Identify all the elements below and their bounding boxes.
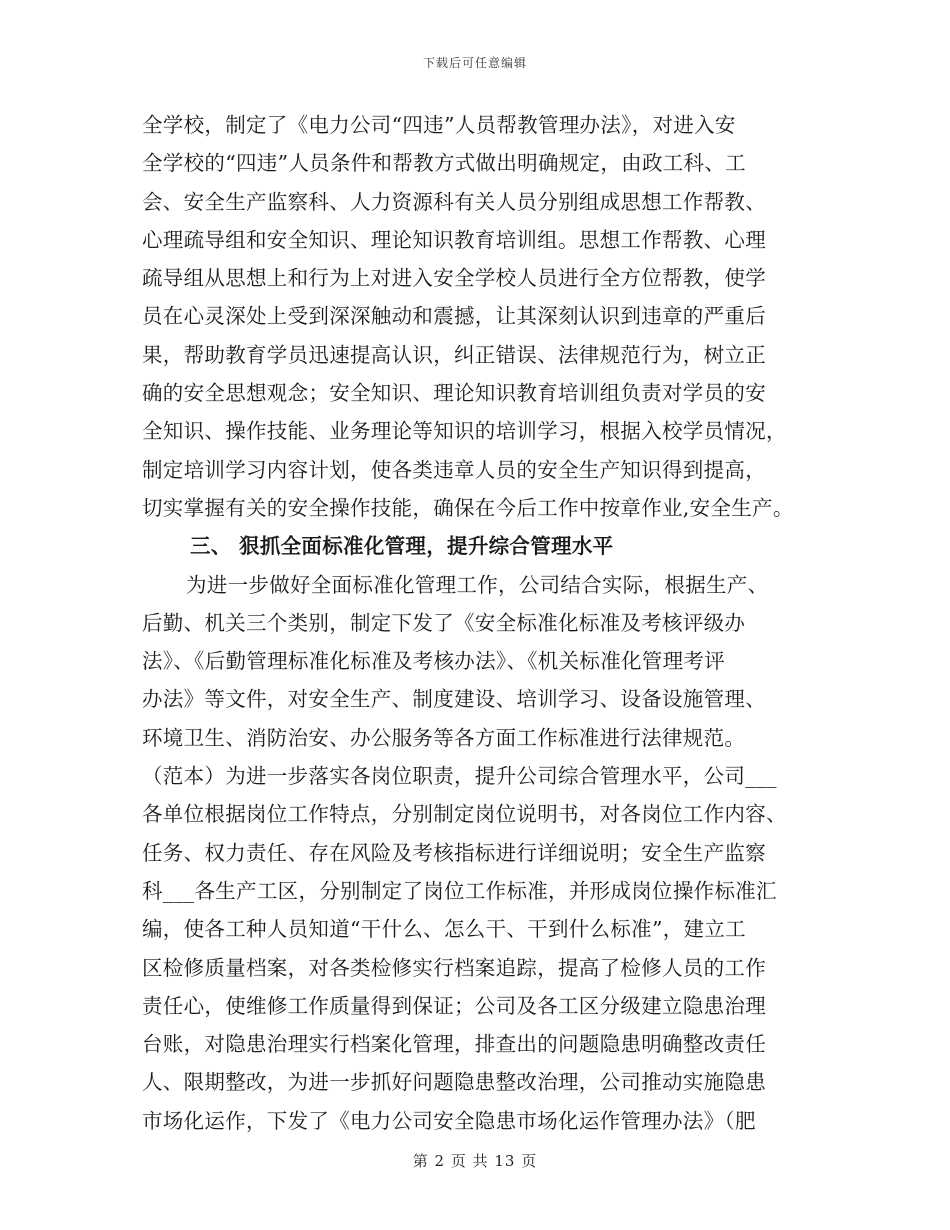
page-number: 第 2 页 共 13 页 (412, 1152, 538, 1170)
body-line: 环境卫生、消防治安、办公服务等各方面工作标准进行法律规范。 (142, 725, 746, 750)
body-line: 全学校，制定了《电力公司“四违”人员帮教管理办法》，对进入安 (142, 113, 736, 137)
body-line: 办法》等文件，对安全生产、制度建设、培训学习、设备设施管理、 (142, 687, 766, 712)
document-body (142, 106, 822, 1140)
body-line: 确的安全思想观念；安全知识、理论知识教育培训组负责对学员的安 (142, 381, 766, 406)
body-line: 会、安全生产监察科、人力资源科有关人员分别组成思想工作帮教、 (142, 189, 766, 214)
body-line: 全知识、操作技能、业务理论等知识的培训学习，根据入校学员情况， (142, 419, 787, 444)
body-line: 编，使各工种人员知道“干什么、怎么干、干到什么标准”，建立工 (142, 917, 746, 942)
body-line: 责任心，使维修工作质量得到保证；公司及各工区分级建立隐患治理 (142, 993, 766, 1018)
body-line: 科___各生产工区，分别制定了岗位工作标准，并形成岗位操作标准汇 (142, 878, 777, 903)
body-line: 心理疏导组和安全知识、理论知识教育培训组。思想工作帮教、心理 (142, 227, 766, 252)
body-line: 人、限期整改，为进一步抓好问题隐患整改治理，公司推动实施隐患 (142, 1070, 766, 1095)
body-line: 法》、《后勤管理标准化标准及考核办法》、《机关标准化管理考评 (142, 649, 725, 674)
body-line: 全学校的“四违”人员条件和帮教方式做出明确规定，由政工科、工 (142, 151, 746, 176)
body-line: 制定培训学习内容计划，使各类违章人员的安全生产知识得到提高， (142, 457, 766, 482)
body-line: 各单位根据岗位工作特点，分别制定岗位说明书，对各岗位工作内容、 (142, 802, 787, 827)
body-line: 切实掌握有关的安全操作技能，确保在今后工作中按章作业,安全生产。 (142, 495, 794, 520)
paragraph-first-line: 为进一步做好全面标准化管理工作，公司结合实际，根据生产、 (186, 572, 769, 597)
body-line: （范本）为进一步落实各岗位职责，提升公司综合管理水平，公司___ (142, 764, 777, 789)
body-line: 任务、权力责任、存在风险及考核指标进行详细说明；安全生产监察 (142, 840, 766, 865)
body-line: 果，帮助教育学员迅速提高认识，纠正错误、法律规范行为，树立正 (142, 342, 766, 367)
body-line: 疏导组从思想上和行为上对进入安全学校人员进行全方位帮教，使学 (142, 266, 766, 291)
page-header: 下载后可任意编辑 (422, 56, 527, 70)
body-line: 区检修质量档案，对各类检修实行档案追踪，提高了检修人员的工作 (142, 955, 766, 980)
body-line: 后勤、机关三个类别，制定下发了《安全标准化标准及考核评级办 (142, 610, 746, 635)
body-line: 台账，对隐患治理实行档案化管理，排查出的问题隐患明确整改责任 (142, 1032, 766, 1057)
body-line: 员在心灵深处上受到深深触动和震撼，让其深刻认识到违章的严重后 (142, 304, 766, 329)
body-line: 市场化运作，下发了《电力公司安全隐患市场化运作管理办法》（肥 (142, 1108, 756, 1133)
section-heading: 三、 狠抓全面标准化管理，提升综合管理水平 (190, 534, 614, 559)
